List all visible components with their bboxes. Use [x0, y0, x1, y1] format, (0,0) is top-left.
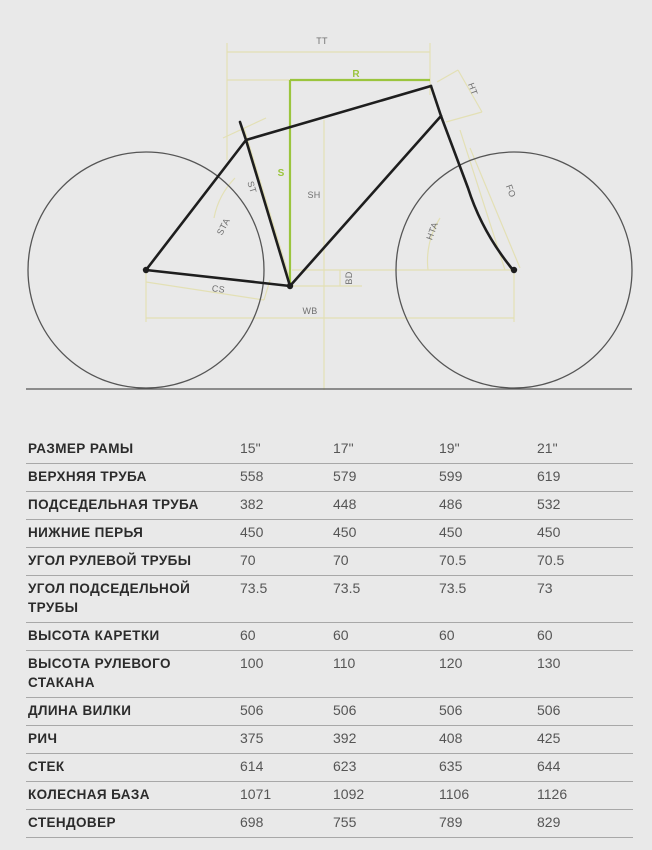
table-header-row	[26, 436, 633, 464]
table-row	[26, 698, 633, 726]
table-row	[26, 548, 633, 576]
row-value: 1126	[537, 782, 633, 810]
label-s: S	[277, 168, 285, 179]
row-value: 1092	[333, 782, 439, 810]
label-bd: BD	[344, 271, 354, 285]
label-wb: WB	[302, 306, 318, 316]
row-value: 698	[240, 810, 333, 838]
reach-stack-lines	[290, 80, 430, 286]
row-value: 110	[333, 651, 439, 698]
label-sta: STA	[214, 216, 232, 237]
row-value: 73.5	[439, 576, 537, 623]
row-value: 73.5	[333, 576, 439, 623]
seat-tube	[246, 140, 290, 286]
front-axle	[511, 267, 517, 273]
row-value: 755	[333, 810, 439, 838]
row-value: 486	[439, 492, 537, 520]
row-value: 506	[537, 698, 633, 726]
table-row	[26, 782, 633, 810]
row-value: 448	[333, 492, 439, 520]
row-value: 60	[537, 623, 633, 651]
frame-size-label: РАЗМЕР РАМЫ	[26, 436, 240, 464]
row-value: 450	[333, 520, 439, 548]
size-header: 17"	[333, 436, 439, 464]
row-value: 599	[439, 464, 537, 492]
row-value: 73	[537, 576, 633, 623]
size-header: 19"	[439, 436, 537, 464]
row-value: 558	[240, 464, 333, 492]
label-ht: HT	[465, 81, 480, 97]
row-value: 506	[333, 698, 439, 726]
fork	[441, 116, 513, 270]
row-value: 375	[240, 726, 333, 754]
row-value: 614	[240, 754, 333, 782]
row-label: ВЕРХНЯЯ ТРУБА	[26, 464, 240, 492]
label-hta: HTA	[424, 220, 440, 242]
geometry-table	[26, 436, 633, 838]
row-value: 60	[439, 623, 537, 651]
row-label: ДЛИНА ВИЛКИ	[26, 698, 240, 726]
row-value: 425	[537, 726, 633, 754]
row-value: 506	[240, 698, 333, 726]
row-value: 450	[439, 520, 537, 548]
row-label: СТЕНДОВЕР	[26, 810, 240, 838]
row-label: УГОЛ РУЛЕВОЙ ТРУБЫ	[26, 548, 240, 576]
row-value: 450	[537, 520, 633, 548]
head-tube	[431, 86, 441, 116]
row-value: 382	[240, 492, 333, 520]
table-row	[26, 576, 633, 623]
bike-frame	[146, 86, 513, 286]
top-tube	[246, 86, 431, 140]
table-row	[26, 726, 633, 754]
row-label: ПОДСЕДЕЛЬНАЯ ТРУБА	[26, 492, 240, 520]
row-value: 450	[240, 520, 333, 548]
bike-geometry-diagram	[0, 0, 652, 400]
row-label: ВЫСОТА КАРЕТКИ	[26, 623, 240, 651]
table-row	[26, 651, 633, 698]
table-row	[26, 754, 633, 782]
label-st: ST	[245, 179, 259, 195]
row-value: 100	[240, 651, 333, 698]
row-value: 1071	[240, 782, 333, 810]
row-value: 579	[333, 464, 439, 492]
row-value: 532	[537, 492, 633, 520]
bottom-bracket	[287, 283, 293, 289]
row-label: НИЖНИЕ ПЕРЬЯ	[26, 520, 240, 548]
row-value: 73.5	[240, 576, 333, 623]
row-value: 60	[240, 623, 333, 651]
label-tt: TT	[316, 36, 328, 46]
row-label: УГОЛ ПОДСЕДЕЛЬНОЙ ТРУБЫ	[26, 576, 240, 623]
row-label: ВЫСОТА РУЛЕВОГО СТАКАНА	[26, 651, 240, 698]
row-value: 789	[439, 810, 537, 838]
row-value: 1106	[439, 782, 537, 810]
row-value: 70	[240, 548, 333, 576]
row-value: 70	[333, 548, 439, 576]
row-value: 392	[333, 726, 439, 754]
row-value: 70.5	[439, 548, 537, 576]
row-label: КОЛЕСНАЯ БАЗА	[26, 782, 240, 810]
rear-axle	[143, 267, 149, 273]
row-value: 60	[333, 623, 439, 651]
size-header: 21"	[537, 436, 633, 464]
row-value: 635	[439, 754, 537, 782]
table-row	[26, 520, 633, 548]
row-label: РИЧ	[26, 726, 240, 754]
dimension-lines	[146, 43, 520, 390]
seat-stay	[146, 140, 246, 270]
table-row	[26, 492, 633, 520]
row-value: 408	[439, 726, 537, 754]
label-r: R	[352, 69, 360, 80]
row-value: 506	[439, 698, 537, 726]
label-sh: SH	[307, 190, 321, 200]
size-header: 15"	[240, 436, 333, 464]
table-row	[26, 623, 633, 651]
row-label: СТЕК	[26, 754, 240, 782]
row-value: 619	[537, 464, 633, 492]
label-cs: CS	[211, 283, 226, 295]
row-value: 829	[537, 810, 633, 838]
label-fo: FO	[503, 183, 518, 199]
row-value: 120	[439, 651, 537, 698]
row-value: 644	[537, 754, 633, 782]
row-value: 70.5	[537, 548, 633, 576]
row-value: 130	[537, 651, 633, 698]
table-row	[26, 810, 633, 838]
row-value: 623	[333, 754, 439, 782]
table-row	[26, 464, 633, 492]
